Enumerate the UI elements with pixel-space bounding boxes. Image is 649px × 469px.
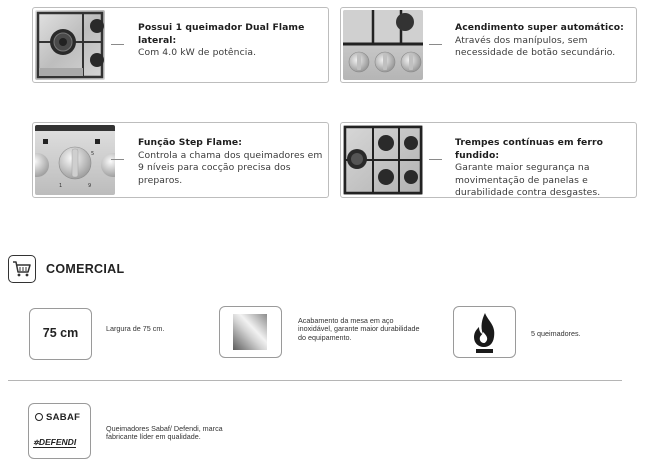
feature-card-cast-iron-grates	[340, 122, 637, 198]
step-flame-knob-image	[35, 125, 115, 195]
brand-logos-badge	[28, 403, 91, 459]
width-text: Largura de 75 cm.	[106, 324, 165, 333]
separator-dash	[111, 159, 124, 160]
cast-iron-grates-image	[343, 125, 423, 195]
defendi-logo: ✲DEFENDI	[33, 437, 77, 447]
feature-title: Trempes contínuas em ferro fundido:	[455, 137, 604, 161]
separator-dash	[429, 159, 442, 160]
feature-text: Com 4.0 kW de potência.	[138, 47, 257, 59]
feature-text: Através dos manípulos, sem necessidade de botão secundário.	[455, 34, 616, 59]
feature-card-auto-ignition	[340, 7, 637, 83]
feature-text: Garante maior segurança na movimentação de panelas e durabilidade contra desgastes.	[455, 162, 601, 199]
flame-icon	[454, 307, 515, 357]
brands-text: Queimadores Sabaf/ Defendi, marca fabricante líder em qualidade.	[106, 424, 223, 442]
stainless-text: Acabamento da mesa em aço inoxidável, garante maior durabilidade do equipamento.	[298, 316, 420, 342]
sabaf-logo: SABAF	[35, 412, 80, 423]
knob-mark: 9	[88, 183, 92, 189]
cart-icon	[8, 255, 36, 283]
knob-mark: 5	[91, 151, 95, 157]
feature-title: Acendimento super automático:	[455, 22, 624, 33]
feature-card-step-flame	[32, 122, 329, 198]
section-divider	[8, 380, 622, 381]
section-title: COMERCIAL	[46, 262, 125, 276]
feature-title: Possui 1 queimador Dual Flame lateral:	[138, 22, 305, 46]
separator-dash	[429, 44, 442, 45]
width-badge	[29, 308, 92, 360]
control-knobs-image	[343, 10, 423, 80]
separator-dash	[111, 44, 124, 45]
width-badge-label: 75 cm	[42, 326, 79, 340]
feature-card-dual-flame	[32, 7, 329, 83]
dual-flame-burner-image	[35, 10, 105, 80]
stainless-steel-icon	[219, 306, 282, 358]
knob-mark: 1	[59, 183, 63, 189]
burners-text: 5 queimadores.	[531, 329, 581, 338]
feature-title: Função Step Flame:	[138, 137, 242, 148]
flame-icon-box	[453, 306, 516, 358]
feature-text: Controla a chama dos queimadores em 9 níveis para cocção precisa dos preparos.	[138, 149, 323, 186]
